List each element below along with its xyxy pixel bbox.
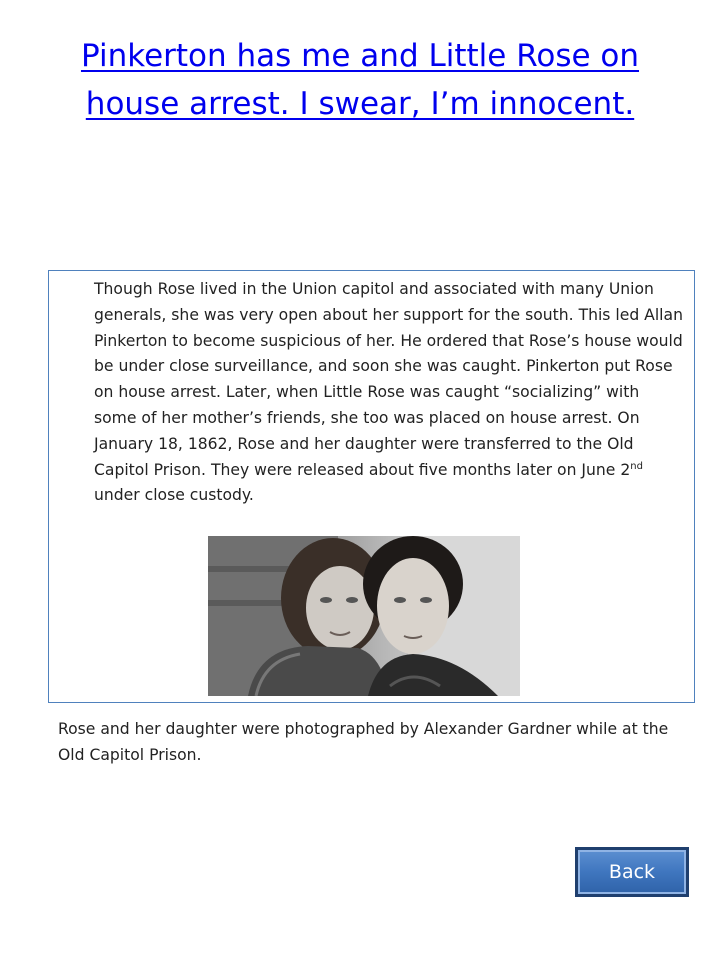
title-line-2: house arrest. I swear, I’m innocent. bbox=[85, 86, 635, 122]
body-paragraph-tail: under close custody. bbox=[94, 486, 254, 505]
photo-caption: Rose and her daughter were photographed by Alexander Gardner while at the Old Capitol Prison. bbox=[58, 720, 669, 764]
page-title-link[interactable] bbox=[40, 32, 680, 128]
body-paragraph bbox=[94, 277, 684, 509]
title-line-1: Pinkerton has me and Little Rose on bbox=[80, 38, 640, 74]
historical-photo bbox=[208, 536, 520, 696]
back-button[interactable] bbox=[575, 847, 689, 897]
back-button-label: Back bbox=[608, 861, 656, 883]
ordinal-superscript: nd bbox=[630, 460, 643, 472]
content-box bbox=[48, 270, 695, 703]
body-paragraph-main: Though Rose lived in the Union capitol and associated with many Union generals, she was very open about her support for the south. This led Allan Pinkerton to become suspicious of her. He ordered that Rose’s house would be under close surveillance, and soon she was caught. Pinkerton put Rose on house arrest. Later, when Little Rose was caught “socializing” with some of her mother’s friends, she too was placed on house arrest. On January 18, 1862, Rose and her daughter were transferred to the Old Capitol Prison. They were released about five months later on June 2 bbox=[94, 280, 683, 479]
